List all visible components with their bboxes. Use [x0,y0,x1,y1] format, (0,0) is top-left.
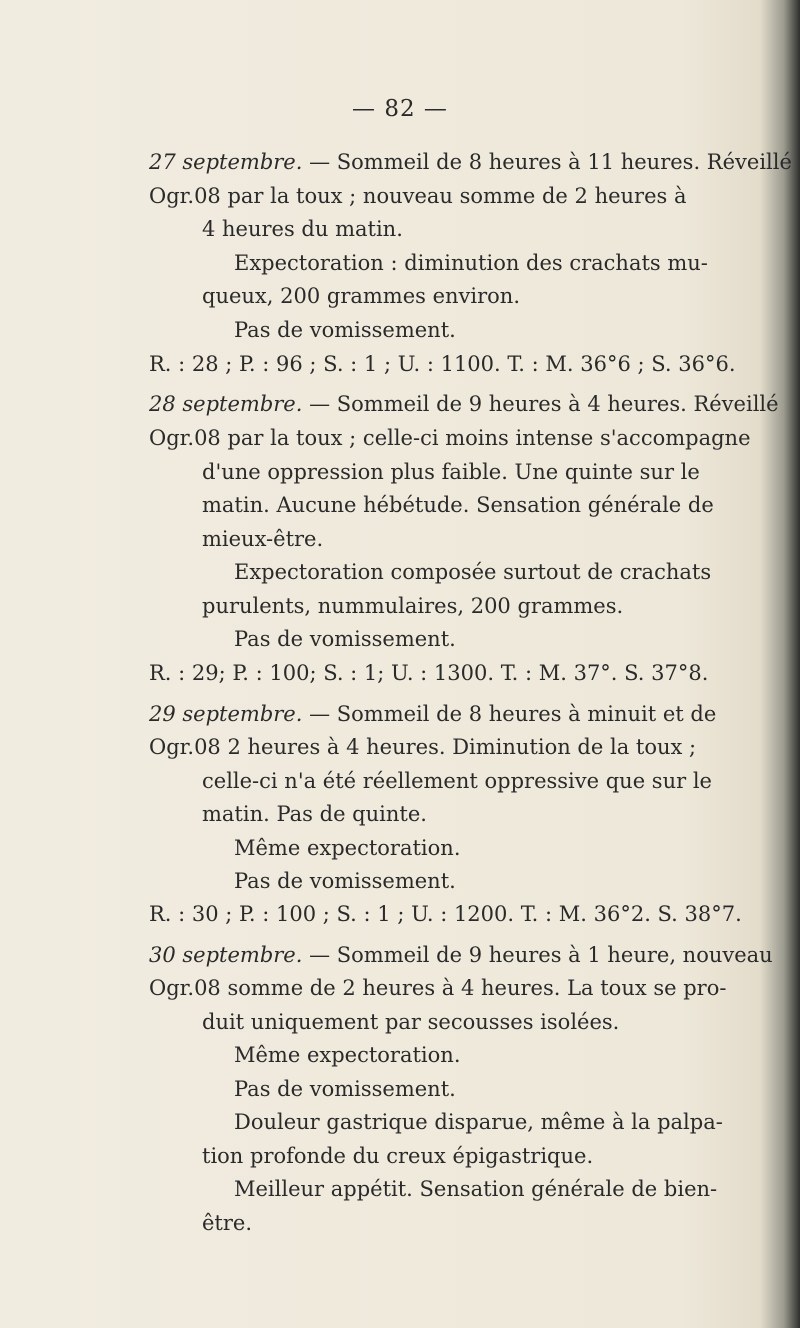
text-line: — Sommeil de 9 heures à 4 heures. Réveillé [302,392,779,416]
text-line: duit uniquement par secousses isolées. [202,1010,620,1034]
text-line: — Sommeil de 9 heures à 1 heure, nouveau [302,943,773,967]
vitals-line: R. : 30 ; P. : 100 ; S. : 1 ; U. : 1200. T. : M. 36°2. S. 38°7. [149,902,742,926]
entry-heading [149,150,792,174]
text-line: Pas de vomissement. [234,869,456,893]
text-line: d'une oppression plus faible. Une quinte sur le [202,460,700,484]
text-line: Douleur gastrique disparue, même à la palpa- [234,1110,723,1134]
text-line: matin. Aucune hébétude. Sensation générale de [202,493,714,517]
text-line: Pas de vomissement. [234,318,456,342]
text-line: Pas de vomissement. [234,1077,456,1101]
text-line: Expectoration : diminution des crachats mu- [234,251,708,275]
text-line: être. [202,1211,253,1235]
entry-date: 30 septembre. [149,943,303,967]
text-line: matin. Pas de quinte. [202,802,427,826]
entry-heading [149,702,716,726]
entry-date: 27 septembre. [149,150,303,174]
entry-date: 28 septembre. [149,392,303,416]
vitals-line: R. : 29; P. : 100; S. : 1; U. : 1300. T. : M. 37°. S. 37°8. [149,661,709,685]
text-line: queux, 200 grammes environ. [202,284,520,308]
text-line: — Sommeil de 8 heures à minuit et de [302,702,717,726]
text-line: tion profonde du creux épigastrique. [202,1144,594,1168]
text-line: — Sommeil de 8 heures à 11 heures. Réveillé [302,150,792,174]
page-number: — 82 — [352,96,448,122]
text-line: celle-ci n'a été réellement oppressive que sur le [202,769,712,793]
text-line: Meilleur appétit. Sensation générale de bien- [234,1177,718,1201]
text-line: Ogr.08 par la toux ; celle-ci moins intense s'accompagne [149,426,751,450]
text-line: mieux-être. [202,527,324,551]
text-line: Ogr.08 somme de 2 heures à 4 heures. La toux se pro- [149,976,727,1000]
text-line: Expectoration composée surtout de crachats [234,560,712,584]
vitals-line: R. : 28 ; P. : 96 ; S. : 1 ; U. : 1100. T. : M. 36°6 ; S. 36°6. [149,352,736,376]
text-line: Même expectoration. [234,1043,461,1067]
text-line: Même expectoration. [234,836,461,860]
text-line: Pas de vomissement. [234,627,456,651]
entry-heading [149,392,779,416]
entry-heading [149,943,773,967]
text-line: Ogr.08 par la toux ; nouveau somme de 2 heures à [149,184,687,208]
text-line: 4 heures du matin. [202,217,403,241]
entry-date: 29 septembre. [149,702,303,726]
text-line: purulents, nummulaires, 200 grammes. [202,594,624,618]
text-line: Ogr.08 2 heures à 4 heures. Diminution de la toux ; [149,735,697,759]
